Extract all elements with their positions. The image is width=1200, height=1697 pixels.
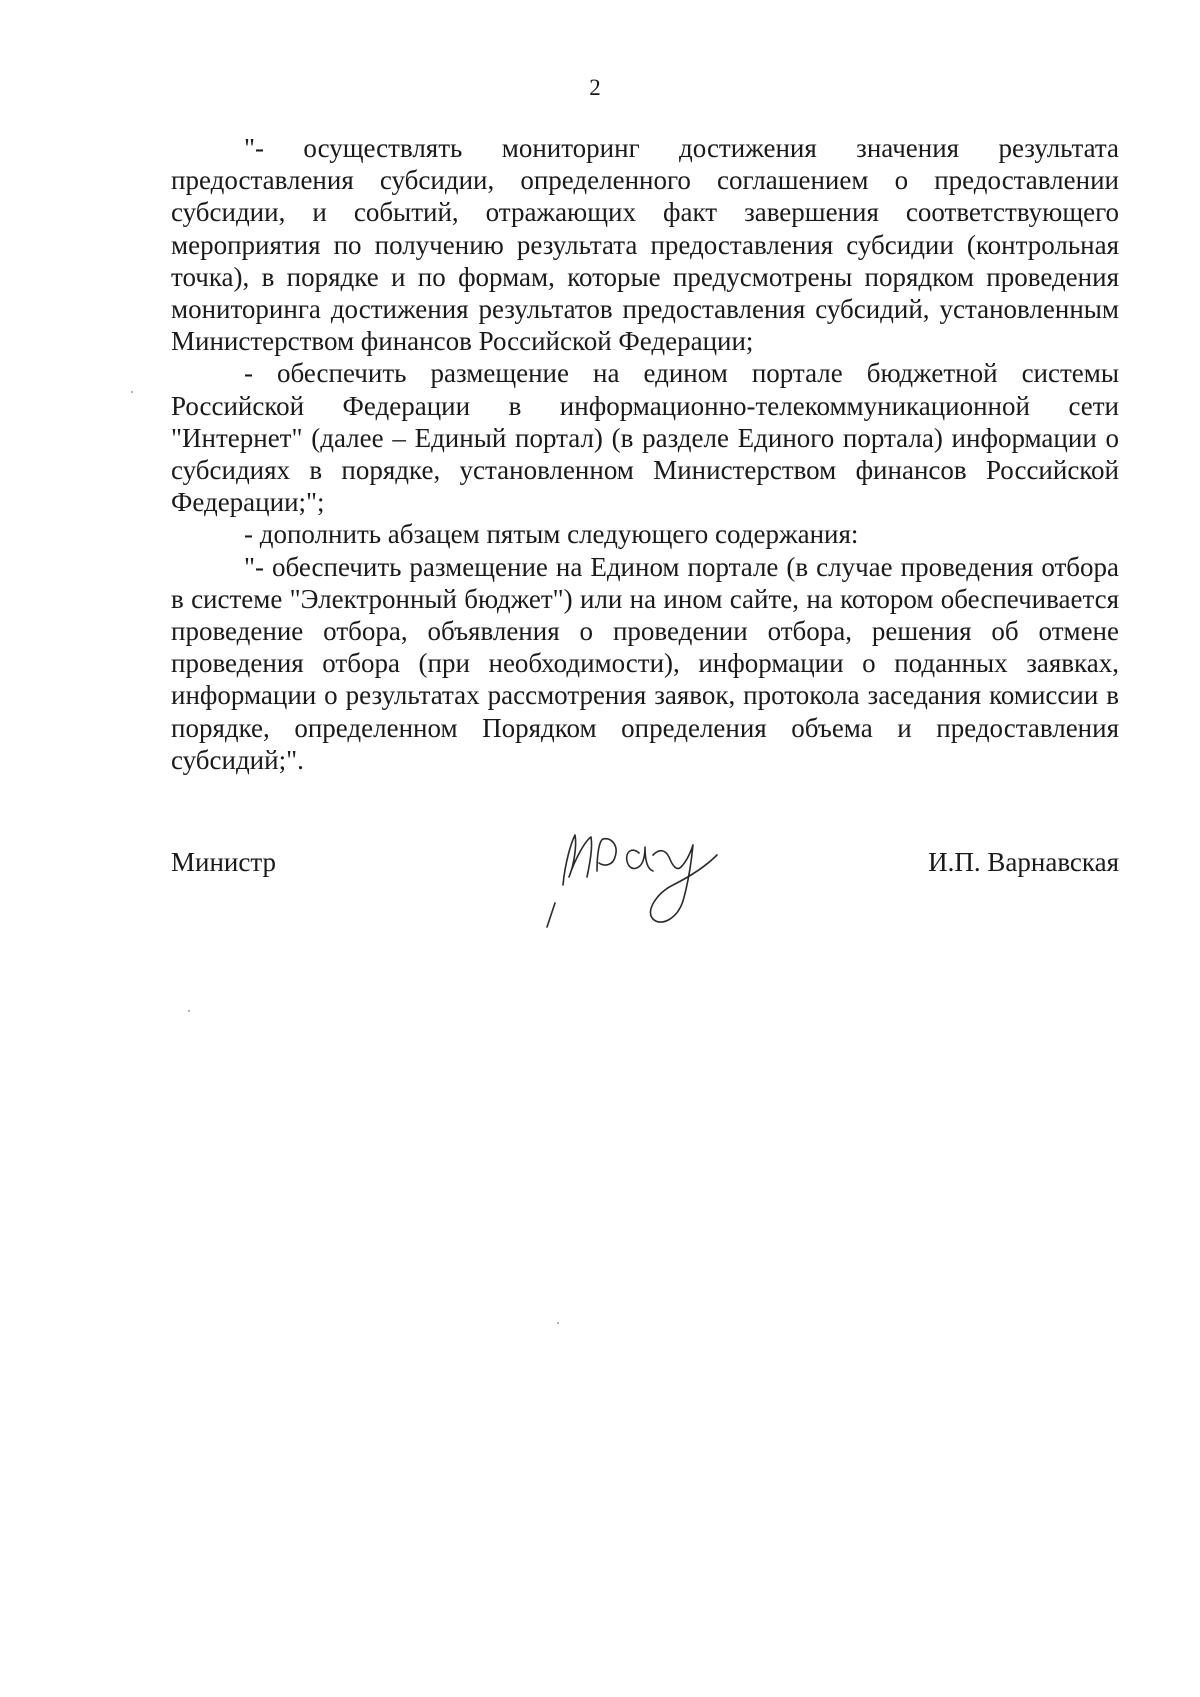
- scan-speck: [557, 1322, 559, 1324]
- signatory-name: И.П. Варнавская: [928, 847, 1119, 877]
- document-body: [171, 132, 1119, 776]
- paragraph-selection-placement: "- обеспечить размещение на Едином портале (в случае проведения отбора в системе "Электронный бюджет") или на ином сайте, на котором обеспечивается проведение отбора, объявления о проведении отбора, решения об отмене проведения отбора (при необходимости), информации о поданных заявках, информации о результатах рассмотрения заявок, протокола заседания комиссии в порядке, определенном Порядком определения объема и предоставления субсидий;".: [171, 551, 1119, 775]
- scan-speck: [188, 1010, 190, 1012]
- signature-block: [171, 833, 1119, 943]
- paragraph-add-fifth: - дополнить абзацем пятым следующего содержания:: [244, 519, 859, 550]
- signatory-position: Министр: [171, 847, 276, 877]
- paragraph-monitoring: "- осуществлять мониторинг достижения значения результата предоставления субсидии, определенного соглашением о предоставлении субсидии, и событий, отражающих факт завершения соответствующего мероприятия по получению результата предоставления субсидии (контрольная точка), в порядке и по формам, которые предусмотрены порядком проведения мониторинга достижения результатов предоставления субсидий, установленным Министерством финансов Российской Федерации;: [171, 133, 1119, 357]
- scan-speck: [131, 391, 133, 393]
- page-number: 2: [589, 75, 601, 100]
- handwritten-signature: [541, 815, 731, 935]
- paragraph-portal-placement: - обеспечить размещение на едином портале бюджетной системы Российской Федерации в информационно-телекоммуникационной сети "Интернет" (далее – Единый портал) (в разделе Единого портала) информации о субсидиях в порядке, установленном Министерством финансов Российской Федерации;";: [171, 358, 1119, 518]
